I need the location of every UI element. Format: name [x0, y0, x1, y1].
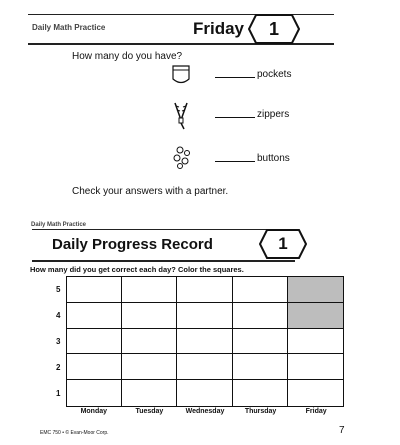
y-label-5: 5	[56, 285, 61, 294]
grid-square-thursday-5[interactable]	[233, 277, 288, 303]
series-title-2: Daily Math Practice	[31, 222, 87, 228]
grid-square-thursday-3[interactable]	[233, 329, 288, 355]
grid-square-wednesday-3[interactable]	[177, 329, 232, 355]
grid-square-monday-4[interactable]	[67, 303, 122, 329]
grid-square-friday-3[interactable]	[288, 329, 343, 355]
progress-record-title: Daily Progress Record	[52, 236, 213, 253]
grid-square-friday-2[interactable]	[288, 354, 343, 380]
grid-square-thursday-4[interactable]	[233, 303, 288, 329]
grid-square-monday-5[interactable]	[67, 277, 122, 303]
progress-record-header	[31, 222, 295, 262]
grid-square-friday-1[interactable]	[288, 380, 343, 406]
grid-square-thursday-1[interactable]	[233, 380, 288, 406]
y-label-2: 2	[56, 363, 61, 372]
instruction-text: Check your answers with a partner.	[72, 186, 229, 197]
day-label-friday: Friday	[305, 408, 327, 415]
grid-square-tuesday-1[interactable]	[122, 380, 177, 406]
grid-square-thursday-2[interactable]	[233, 354, 288, 380]
answer-line-pockets[interactable]	[215, 77, 255, 78]
grid-square-monday-2[interactable]	[67, 354, 122, 380]
answer-line-zippers[interactable]	[215, 117, 255, 118]
item-label-zippers: zippers	[257, 109, 290, 120]
grid-square-wednesday-5[interactable]	[177, 277, 232, 303]
grid-square-tuesday-3[interactable]	[122, 329, 177, 355]
grid-square-tuesday-4[interactable]	[122, 303, 177, 329]
progress-grid	[66, 276, 344, 407]
grid-square-monday-1[interactable]	[67, 380, 122, 406]
week-number-2: 1	[278, 234, 288, 253]
x-axis-labels	[66, 408, 344, 420]
item-label-pockets: pockets	[257, 69, 292, 80]
grid-square-friday-5[interactable]	[288, 277, 343, 303]
y-label-3: 3	[56, 337, 61, 346]
y-label-4: 4	[56, 311, 61, 320]
day-label-thursday: Thursday	[244, 408, 277, 415]
page-number: 7	[339, 425, 345, 436]
zipper-icon	[172, 102, 190, 130]
item-row-buttons	[0, 146, 400, 176]
answer-line-buttons[interactable]	[215, 161, 255, 162]
series-title: Daily Math Practice	[32, 23, 106, 32]
buttons-icon	[172, 146, 194, 170]
grid-square-wednesday-4[interactable]	[177, 303, 232, 329]
grid-square-friday-4[interactable]	[288, 303, 343, 329]
item-label-buttons: buttons	[257, 153, 290, 164]
grid-square-wednesday-2[interactable]	[177, 354, 232, 380]
item-row-pockets	[0, 62, 400, 92]
daily-practice-header	[28, 14, 334, 45]
progress-prompt: How many did you get correct each day? Color the squares.	[30, 265, 244, 274]
item-row-zippers	[0, 102, 400, 132]
week-number-badge	[248, 14, 300, 44]
y-axis-labels	[56, 276, 66, 407]
day-label-tuesday: Tuesday	[135, 408, 164, 415]
grid-square-wednesday-1[interactable]	[177, 380, 232, 406]
y-label-1: 1	[56, 389, 61, 398]
footer-copyright: EMC 750 • © Evan-Moor Corp.	[40, 430, 109, 436]
day-label-wednesday: Wednesday	[185, 408, 225, 415]
grid-square-tuesday-5[interactable]	[122, 277, 177, 303]
pocket-icon	[172, 64, 190, 86]
grid-square-tuesday-2[interactable]	[122, 354, 177, 380]
question-text: How many do you have?	[72, 51, 183, 62]
day-label-monday: Monday	[80, 408, 108, 415]
week-number-badge-2	[259, 229, 307, 259]
grid-square-monday-3[interactable]	[67, 329, 122, 355]
day-title: Friday	[192, 19, 244, 38]
week-number: 1	[268, 18, 279, 39]
